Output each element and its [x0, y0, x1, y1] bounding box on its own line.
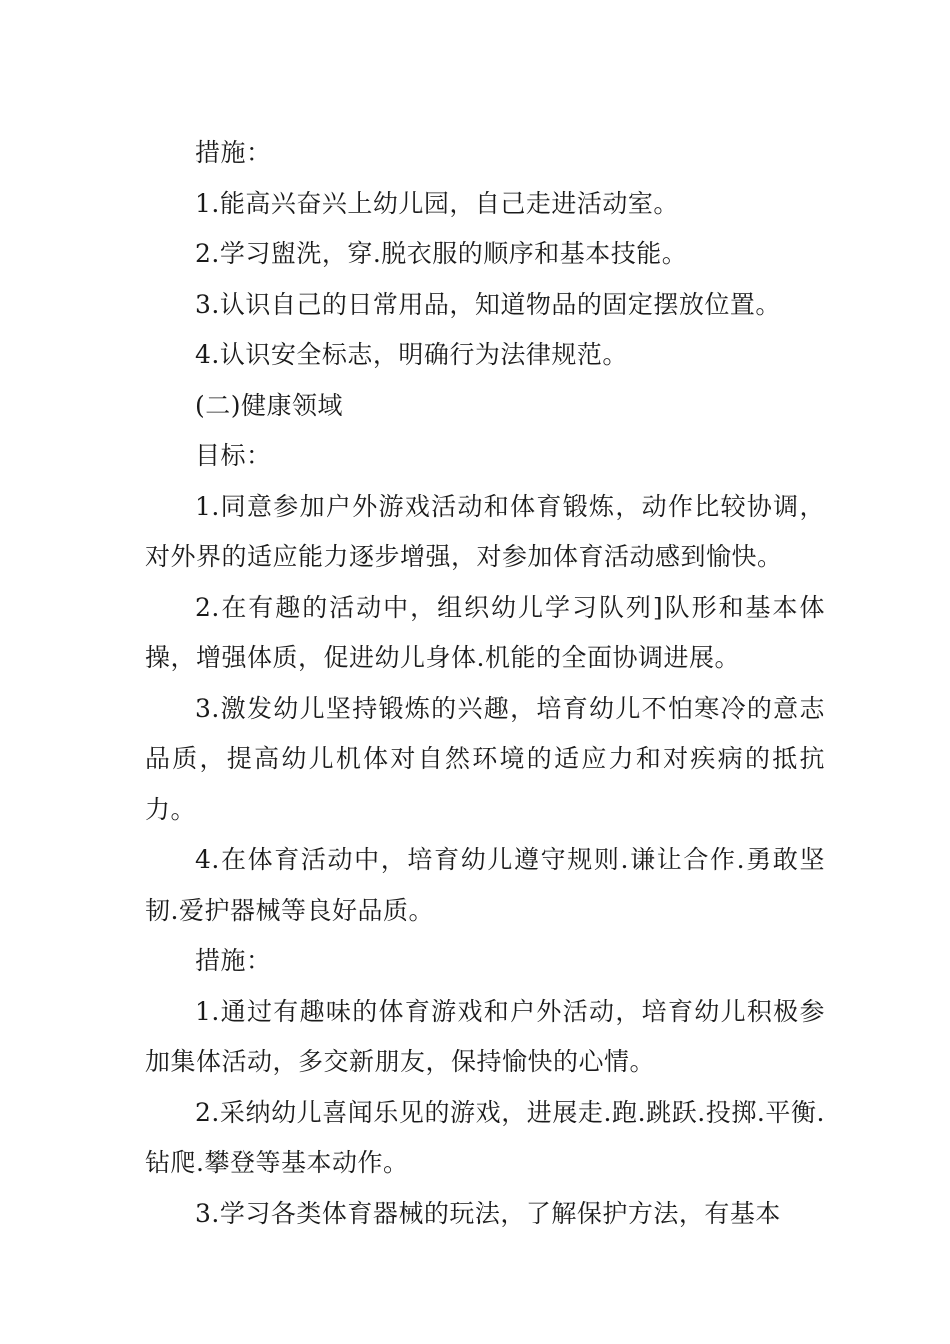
section-heading-health: (二)健康领域 — [195, 390, 344, 420]
paragraph-health-measure-2: 2.采纳幼儿喜闻乐见的游戏，进展走.跑.跳跃.投掷.平衡.钻爬.攀登等基本动作。 — [145, 1097, 825, 1177]
paragraph-measures-heading-2: 措施： — [195, 946, 272, 975]
paragraph-goal-4: 4.在体育活动中，培育幼儿遵守规则.谦让合作.勇敢坚韧.爱护器械等良好品质。 — [145, 845, 825, 925]
paragraph-health-measure-1: 1.通过有趣味的体育游戏和户外活动，培育幼儿积极参加集体活动，多交新朋友，保持愉快的心情。 — [145, 996, 825, 1076]
paragraph-measure-3: 3.认识自己的日常用品，知道物品的固定摆放位置。 — [195, 289, 781, 319]
paragraph-health-measure-3: 3.学习各类体育器械的玩法，了解保护方法，有基本 — [195, 1198, 781, 1228]
paragraph-goal-2: 2.在有趣的活动中，组织幼儿学习队列]队形和基本体操，增强体质，促进幼儿身体.机能的全面协调进展。 — [145, 592, 825, 672]
paragraph-measure-4: 4.认识安全标志，明确行为法律规范。 — [195, 340, 628, 369]
paragraph-measure-2: 2.学习盥洗，穿.脱衣服的顺序和基本技能。 — [195, 239, 688, 268]
paragraph-goal-1: 1.同意参加户外游戏活动和体育锻炼，动作比较协调，对外界的适应能力逐步增强，对参加体育活动感到愉快。 — [145, 491, 825, 571]
paragraph-measures-heading: 措施： — [195, 138, 272, 167]
document-body — [145, 128, 825, 1239]
paragraph-goal-3: 3.激发幼儿坚持锻炼的兴趣，培育幼儿不怕寒冷的意志品质，提高幼儿机体对自然环境的适应力和对疾病的抵抗力。 — [145, 693, 825, 824]
paragraph-goals-heading: 目标： — [195, 441, 272, 470]
paragraph-measure-1: 1.能高兴奋兴上幼儿园，自己走进活动室。 — [195, 188, 679, 218]
